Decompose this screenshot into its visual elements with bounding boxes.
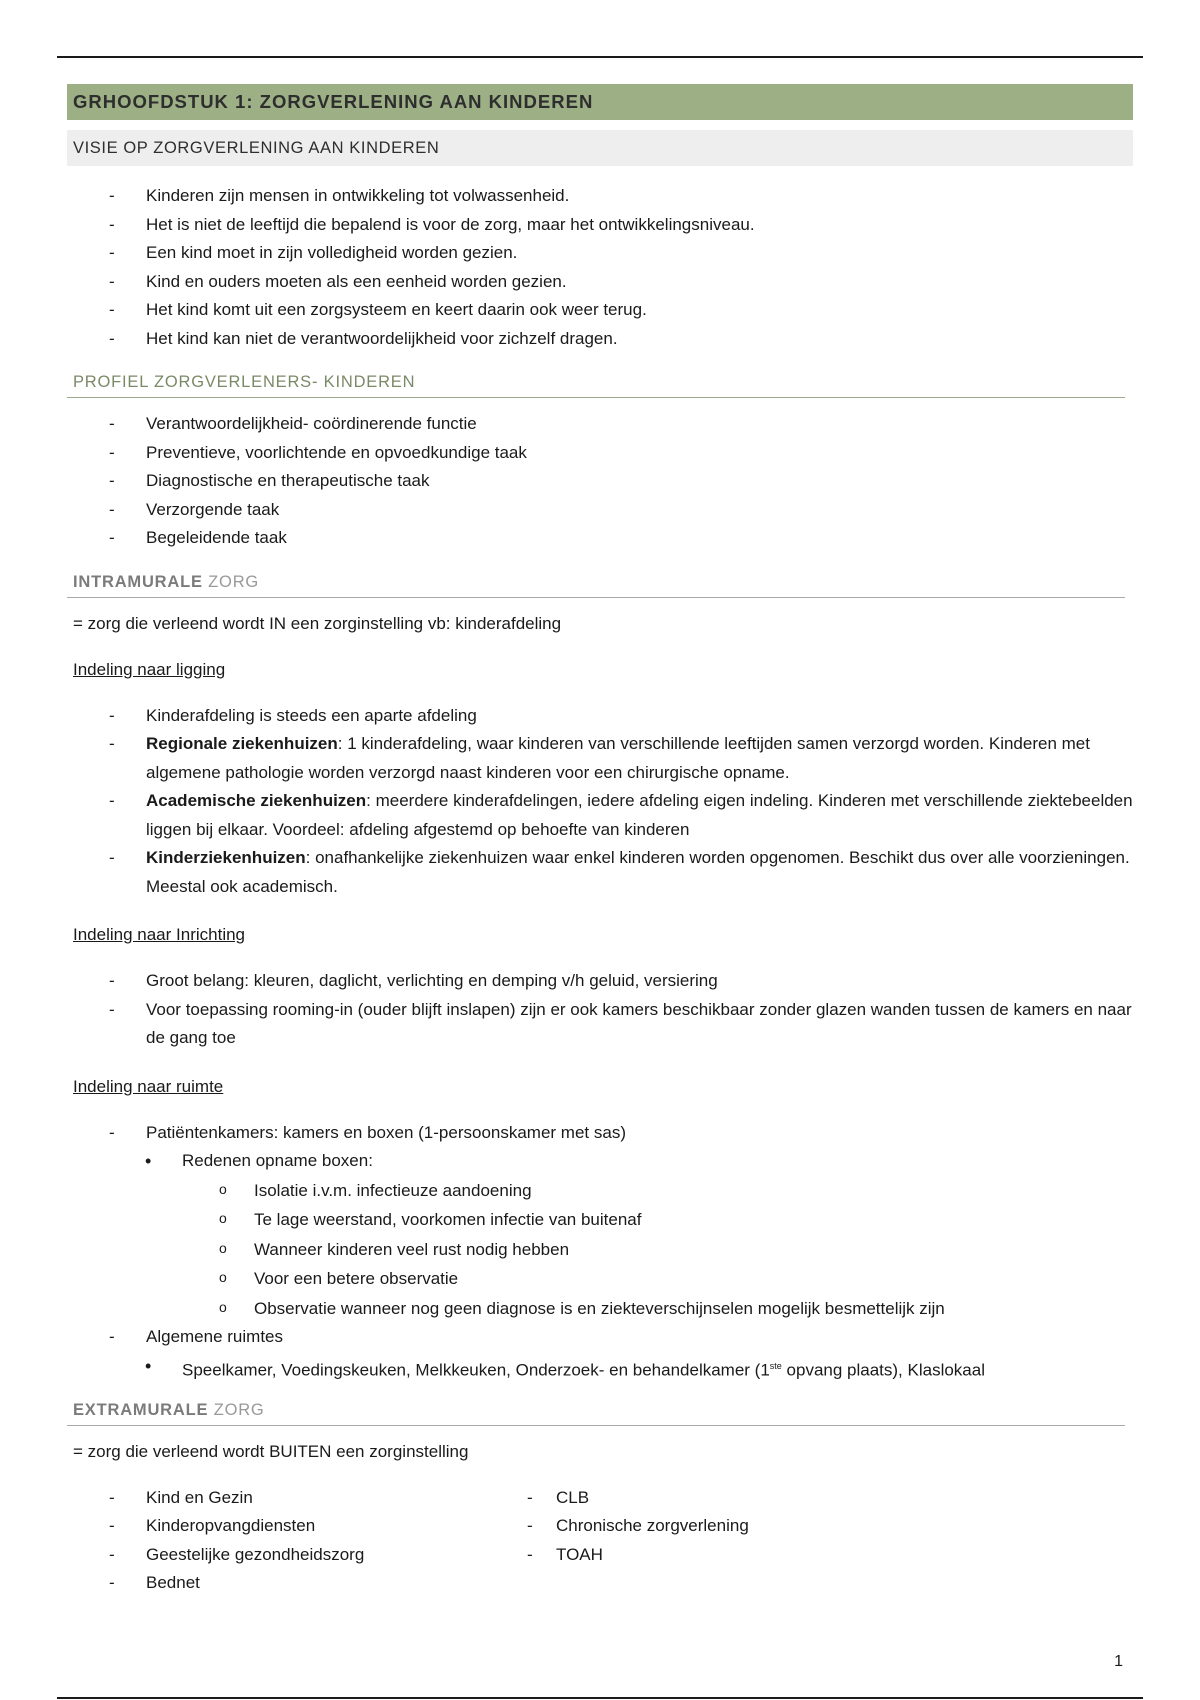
ligging-list bbox=[67, 702, 1133, 902]
list-item: - Kinderopvangdiensten bbox=[67, 1512, 527, 1541]
chapter-title: GRHOOFDSTUK 1: ZORGVERLENING AAN KINDEREN bbox=[67, 84, 1133, 120]
header-rule bbox=[57, 56, 1143, 58]
section-title-visie: VISIE OP ZORGVERLENING AAN KINDEREN bbox=[67, 130, 1133, 166]
list-item: - Patiëntenkamers: kamers en boxen (1-persoonskamer met sas) bbox=[67, 1119, 1133, 1148]
ruimte-list bbox=[67, 1119, 1133, 1148]
list-item: - Bednet bbox=[67, 1569, 527, 1598]
section-title-intramurale bbox=[67, 573, 1125, 598]
list-item: • Redenen opname boxen: bbox=[67, 1147, 1133, 1176]
page-content bbox=[67, 84, 1133, 1618]
list-item: o Voor een betere observatie bbox=[67, 1264, 1133, 1294]
list-item: - Chronische zorgverlening bbox=[527, 1512, 987, 1541]
list-item: - Begeleidende taak bbox=[67, 524, 1133, 553]
list-item: - Verzorgende taak bbox=[67, 496, 1133, 525]
section-title-extramurale bbox=[67, 1401, 1125, 1426]
list-item: - Groot belang: kleuren, daglicht, verlichting en demping v/h geluid, versiering bbox=[67, 967, 1133, 996]
list-item: - Het kind kan niet de verantwoordelijkheid voor zichzelf dragen. bbox=[67, 325, 1133, 354]
list-item: - Geestelijke gezondheidszorg bbox=[67, 1541, 527, 1570]
list-item: o Observatie wanneer nog geen diagnose is en ziekteverschijnselen mogelijk besmettelijk zijn bbox=[67, 1294, 1133, 1324]
bold-term: Kinderziekenhuizen bbox=[146, 848, 306, 867]
list-item: - Kinderafdeling is steeds een aparte afdeling bbox=[67, 702, 1133, 731]
list-item: - Algemene ruimtes bbox=[67, 1323, 1133, 1352]
ruimte-nested bbox=[67, 1147, 1133, 1385]
bold-term: Regionale ziekenhuizen bbox=[146, 734, 338, 753]
section-title-bold: EXTRAMURALE bbox=[73, 1400, 209, 1419]
algemene-sublist bbox=[67, 1352, 1133, 1385]
list-item: - Kind en Gezin bbox=[67, 1484, 527, 1513]
item-text: : 1 kinderafdeling, waar kinderen van verschillende leeftijden samen verzorgd worden. Kinderen met algemene pathologie worden verzorgd naast kinderen voor een chirurgische opname. bbox=[146, 734, 1090, 782]
list-item: - Kind en ouders moeten als een eenheid worden gezien. bbox=[67, 268, 1133, 297]
item-text: opvang plaats), Klaslokaal bbox=[781, 1360, 985, 1380]
list-item: - Diagnostische en therapeutische taak bbox=[67, 467, 1133, 496]
list-item: o Te lage weerstand, voorkomen infectie van buitenaf bbox=[67, 1205, 1133, 1235]
section-title-rest: ZORG bbox=[202, 572, 260, 591]
visie-list bbox=[67, 182, 1133, 353]
list-item bbox=[67, 1352, 1133, 1385]
item-text: : meerdere kinderafdelingen, iedere afdeling eigen indeling. Kinderen met verschillende ziektebeelden liggen bij elkaar. Voordeel: afdeling afgestemd op behoefte van kinderen bbox=[146, 791, 1133, 839]
subheading-inrichting: Indeling naar Inrichting bbox=[73, 925, 246, 944]
subheading-ruimte: Indeling naar ruimte bbox=[73, 1076, 224, 1096]
footer-rule bbox=[57, 1697, 1143, 1699]
bold-term: Academische ziekenhuizen bbox=[146, 791, 367, 810]
superscript: ste bbox=[769, 1360, 782, 1371]
section-title-profiel: PROFIEL ZORGVERLENERS- KINDEREN bbox=[67, 373, 1125, 398]
list-item bbox=[67, 844, 1133, 901]
list-item: - Het kind komt uit een zorgsysteem en keert daarin ook weer terug. bbox=[67, 296, 1133, 325]
section-title-bold: INTRAMURALE bbox=[73, 572, 203, 591]
item-text: : onafhankelijke ziekenhuizen waar enkel kinderen worden opgenomen. Beschikt dus over alle voorzieningen. Meestal ook academisch. bbox=[146, 848, 1130, 896]
redenen-sublist bbox=[67, 1176, 1133, 1324]
list-item: - CLB bbox=[527, 1484, 987, 1513]
list-item: o Isolatie i.v.m. infectieuze aandoening bbox=[67, 1176, 1133, 1206]
list-item: - Preventieve, voorlichtende en opvoedkundige taak bbox=[67, 439, 1133, 468]
list-item: - Verantwoordelijkheid- coördinerende functie bbox=[67, 410, 1133, 439]
list-item: - Voor toepassing rooming-in (ouder blijft inslapen) zijn er ook kamers beschikbaar zonder glazen wanden tussen de kamers en naar de gang toe bbox=[67, 996, 1133, 1053]
list-item: - TOAH bbox=[527, 1541, 987, 1570]
subheading-ligging: Indeling naar ligging bbox=[73, 659, 226, 679]
profiel-list bbox=[67, 410, 1133, 553]
intramurale-definition: = zorg die verleend wordt IN een zorginstelling vb: kinderafdeling bbox=[73, 613, 562, 633]
extramurale-columns bbox=[67, 1484, 1133, 1618]
list-item: - Het is niet de leeftijd die bepalend is voor de zorg, maar het ontwikkelingsniveau. bbox=[67, 211, 1133, 240]
extramurale-right-list bbox=[527, 1484, 987, 1598]
algemene-list bbox=[67, 1323, 1133, 1352]
list-item: o Wanneer kinderen veel rust nodig hebben bbox=[67, 1235, 1133, 1265]
list-item bbox=[67, 730, 1133, 787]
list-item bbox=[67, 787, 1133, 844]
extramurale-definition: = zorg die verleend wordt BUITEN een zorginstelling bbox=[73, 1441, 469, 1461]
list-item: - Een kind moet in zijn volledigheid worden gezien. bbox=[67, 239, 1133, 268]
section-title-rest: ZORG bbox=[208, 1400, 265, 1419]
inrichting-list bbox=[67, 967, 1133, 1053]
list-item: - Kinderen zijn mensen in ontwikkeling tot volwassenheid. bbox=[67, 182, 1133, 211]
redenen-list bbox=[67, 1147, 1133, 1176]
item-text: Speelkamer, Voedingskeuken, Melkkeuken, Onderzoek- en behandelkamer (1 bbox=[182, 1360, 770, 1380]
extramurale-left-list bbox=[67, 1484, 527, 1598]
page-number: 1 bbox=[1114, 1653, 1123, 1670]
